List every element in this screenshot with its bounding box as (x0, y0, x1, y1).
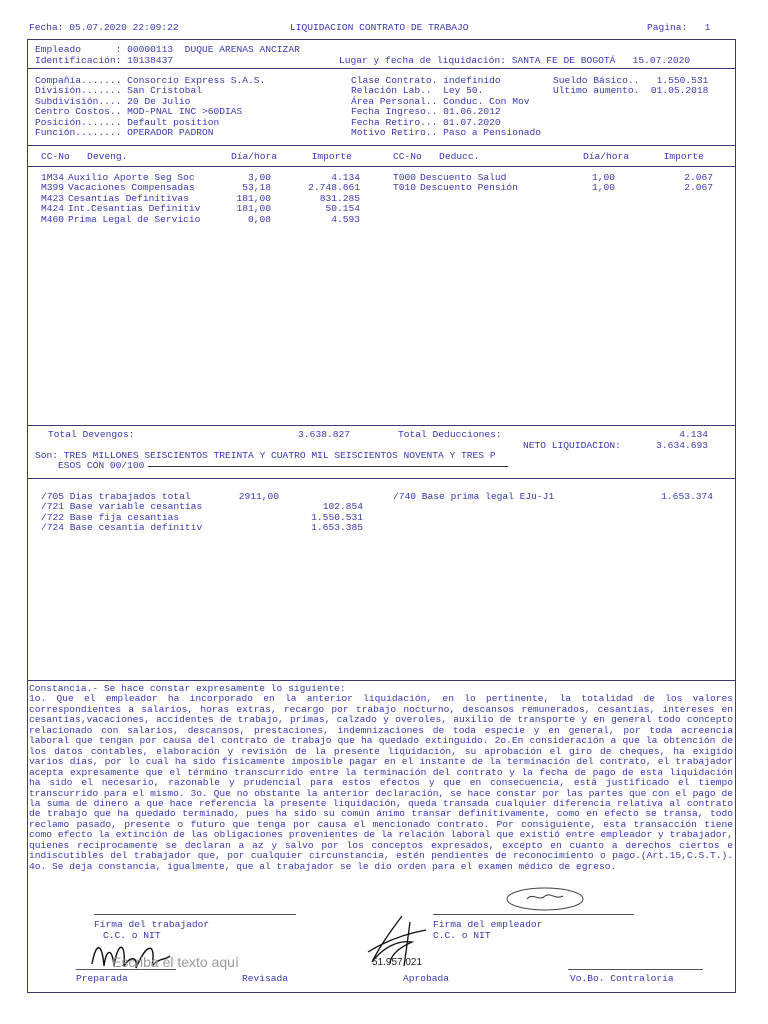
earnings-code: M424 (41, 203, 65, 215)
net-value: 3.634.693 (656, 440, 708, 451)
employee-name: Empleado : 00000113 DUQUE ARENAS ANCIZAR (35, 44, 300, 55)
divider (27, 680, 735, 681)
earnings-days: 53,18 (242, 182, 271, 194)
net-label: NETO LIQUIDACION: (523, 440, 621, 451)
total-deductions-value: 4.134 (679, 429, 708, 440)
certification-text (29, 684, 733, 872)
earnings-row (41, 204, 381, 214)
base-value-amount: 1.550.531 (311, 511, 363, 523)
earnings-amount: 4.134 (331, 172, 360, 183)
base-code: /705 Dias trabajados total (41, 491, 191, 502)
employee-id: Identificación: 10138437 (35, 55, 174, 66)
print-date: Fecha: 05.07.2020 22:09:22 (29, 22, 179, 33)
worker-signature-label: Firma del trabajador (94, 919, 210, 930)
divider (27, 166, 735, 167)
deduction-description: Descuento Salud (420, 172, 507, 183)
company-line: Compañía....... Consorcio Express S.A.S. (35, 75, 266, 86)
base-value-amount: 1.653.385 (311, 522, 363, 534)
earnings-days: 181,00 (236, 192, 271, 204)
employer-signature-label: Firma del empleador (433, 919, 543, 930)
deduction-days: 1,00 (591, 172, 615, 183)
approved-label: Aprobada (403, 973, 450, 984)
earnings-description: Vacaciones Compensadas (68, 182, 195, 194)
place-date: Lugar y fecha de liquidación: SANTA FE DE BOGOTÁ 15.07.2020 (339, 55, 691, 66)
earnings-description: Cesantías Definitivas (68, 192, 189, 204)
deduction-code: T010 (393, 182, 417, 194)
deduction-amount: 2.067 (684, 182, 713, 194)
employer-id-label: C.C. o NIT (433, 930, 491, 941)
document-title: LIQUIDACION CONTRATO DE TRABAJO (290, 22, 469, 33)
deduction-code: T000 (393, 172, 417, 183)
earnings-code: M423 (41, 192, 65, 204)
total-earnings-label: Total Devengos: (48, 429, 135, 440)
base-code: /740 Base prima legal EJu-J1 (393, 491, 555, 502)
divider (27, 478, 735, 479)
earnings-description: Int.Cesantías Definitiv (68, 203, 201, 215)
base-value-amount: 102.854 (322, 501, 363, 513)
retirement-reason-line: Motivo Retiro.. Paso a Pensionado (351, 127, 541, 139)
earnings-days: 3,00 (247, 172, 271, 183)
divider (27, 145, 735, 146)
earnings-code: 1M34 (41, 172, 65, 183)
deductions-column-header: CC-No Deducc. Día/hora Importe (393, 151, 704, 162)
base-value-days: 2911,00 (238, 491, 279, 502)
deduction-days: 1,00 (591, 182, 615, 194)
earnings-amount: 831.285 (319, 192, 360, 204)
handwritten-id-number: 51.957.021 (372, 957, 423, 968)
total-earnings-value: 3.638.827 (298, 429, 350, 440)
base-value-amount: 1.653.374 (661, 491, 713, 502)
position-line: Posición....... Default position (35, 116, 220, 128)
deductions-row (393, 183, 715, 193)
earnings-amount: 2.748.661 (308, 182, 360, 194)
earnings-table (41, 173, 381, 225)
divider (27, 68, 735, 69)
personnel-area-line: Área Personal.. Conduc. Con Mov (351, 95, 530, 107)
certification-body: 1o. Que el empleador ha incorporado en la anterior liquidación, en lo pertinente, la totalidad de los valores correspondientes a salarios, horas extras, recargo por trabajo nocturno, descansos remunerados, cesantías, intereses en cesantías,vacaciones, accidentes de trabajo, primas, calzado y overoles, auxilio de transporte y en general todo concepto relacionado con salarios, descansos, prestaciones, indemnizaciones de toda especie y en general, por toda acreencia laboral que tengan por causa del contrato de trabajo que ha quedado extinguido. 2o.En consideración a que la obtención de los datos contables, elaboración y revisión de la presente liquidación, su aprobación el giro de cheques, ha exigido varios días, por lo cual ha sido físicamente imposible pagar en el instante de la terminación del contrato, el trabajador acepta expresamente que el término transcurrido entre la terminación del contrato y la fecha de pago de esta liquidación ha sido el necesario, razonable y prudencial para estos efectos y que en consecuencia, está justificado el tiempo transcurrido para el mismo. 3o. Que no obstante la anterior declaración, se hace constar por las partes que con el pago de la suma de dinero a que hace referencia la presente liquidación, queda transada cualquier diferencia relativa al contrato de trabajo que ha quedado terminado, pues ha sido su común ánimo transar definitivamente, como en efecto se transa, todo reclamo pasado, presente o futuro que tenga por causa el mencionado contrato. Por consiguiente, esta transacción tiene como efecto la extinción de las obligaciones provenientes de la relación laboral que existió entre empleador y trabajador, quienes recíprocamente se declaran a az y salvo por los conceptos expresados, excepto en cuanto a derechos ciertos e indiscutibles del trabajador que, por cualquier circunstancia, estén pendientes de reconocimiento o pago.(Art.15,C.S.T.). 4o. Se deja constancia, igualmente, que al trabajador se le dio orden para el examen médico de egreso. (29, 693, 733, 872)
placeholder-watermark: Escriba el texto aquí (112, 954, 239, 970)
amount-fill-line (148, 466, 508, 467)
last-raise-line: Ultimo aumento. 01.05.2018 (553, 85, 709, 97)
earnings-days: 181,00 (236, 203, 271, 215)
prepared-label: Preparada (76, 973, 128, 984)
amount-in-words: Son: TRES MILLONES SEISCIENTOS TREINTA Y CUATRO MIL SEISCIENTOS NOVENTA Y TRES P (35, 450, 496, 461)
stamp-signature-icon (505, 884, 585, 914)
deduction-description: Descuento Pensión (420, 182, 518, 194)
base-code: /721 Base variable cesantias (41, 501, 203, 513)
earnings-amount: 4.593 (331, 213, 360, 225)
certification-heading: Constancia.- Se hace constar expresamente lo siguiente: (29, 683, 346, 694)
base-salary-line: Sueldo Básico.. 1.550.531 (553, 75, 709, 86)
contract-data (351, 76, 541, 138)
earnings-column-header: CC-No Deveng. Día/hora Importe (41, 151, 352, 162)
function-line: Función........ OPERADOR PADRON (35, 127, 214, 139)
subdivision-line: Subdivisión.... 20 De Julio (35, 95, 191, 107)
amount-in-words-continued: ESOS CON 00/100 (35, 460, 145, 471)
earnings-code: M460 (41, 213, 65, 225)
employer-signature-line (433, 914, 634, 915)
earnings-row (41, 215, 381, 225)
total-deductions-label: Total Deducciones: (398, 429, 502, 440)
deduction-amount: 2.067 (684, 172, 713, 183)
worker-signature-line (94, 914, 296, 915)
bases-left-table (41, 492, 381, 534)
earnings-days: 0,08 (247, 213, 271, 225)
controller-approval-label: Vo.Bo. Contraloría (570, 973, 674, 984)
bases-right-table (393, 492, 715, 502)
worker-id-label: C.C. o NIT (103, 930, 161, 941)
company-data (35, 76, 265, 138)
approval-line (568, 969, 703, 970)
divider (27, 425, 735, 426)
page-number: Pagina: 1 (647, 22, 711, 33)
earnings-description: Auxilio Aporte Seg Soc (68, 172, 195, 183)
earnings-description: Prima Legal de Servicio (68, 213, 201, 225)
base-code: /724 Base cesantía definitiv (41, 522, 203, 534)
labor-relation-line: Relación Lab.. Ley 50. (351, 85, 484, 97)
salary-data (553, 76, 708, 97)
prepared-line (76, 969, 176, 970)
cost-center-line: Centro Costos.. MOD-PNAL INC >60DIAS (35, 106, 243, 118)
hire-date-line: Fecha Ingreso.. 01.06.2012 (351, 106, 501, 118)
division-line: División....... San Cristobal (35, 85, 202, 97)
base-row (41, 523, 381, 533)
earnings-code: M399 (41, 182, 65, 194)
contract-class-line: Clase Contrato. indefinido (351, 75, 501, 86)
earnings-amount: 50.154 (325, 203, 360, 215)
base-code: /722 Base fija cesantias (41, 511, 180, 523)
reviewed-label: Revisada (242, 973, 289, 984)
deductions-table (393, 173, 715, 194)
base-row (393, 492, 715, 502)
retirement-date-line: Fecha Retiro... 01.07.2020 (351, 116, 501, 128)
